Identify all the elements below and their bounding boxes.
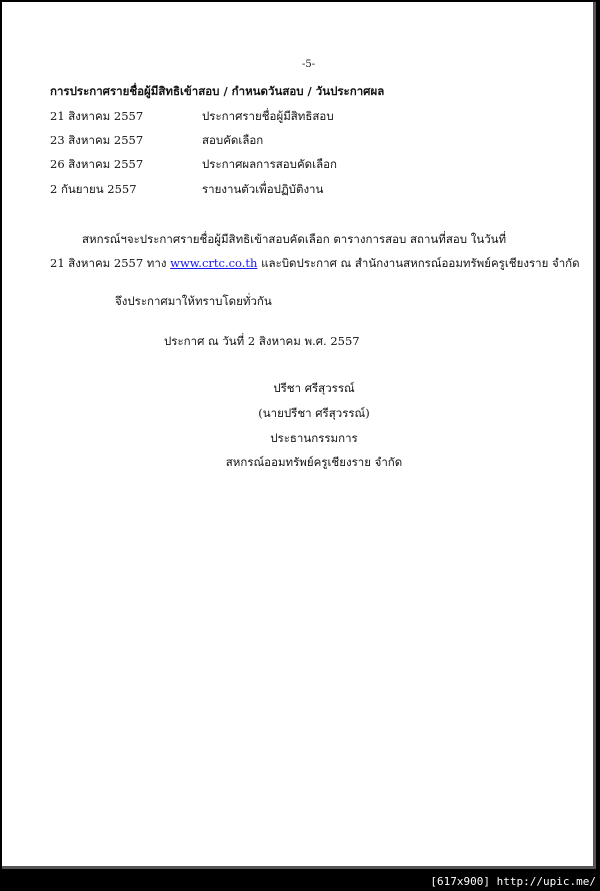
announcement-paragraph-line2 [50,255,580,273]
notice-text: จึงประกาศมาให้ทราบโดยทั่วกัน [115,294,272,308]
signature-position: ประธานกรรมการ [270,431,358,445]
announced-date: ประกาศ ณ วันที่ 2 สิงหาคม พ.ศ. 2557 [164,334,360,348]
page-number: -5- [302,59,316,70]
signature-organization: สหกรณ์ออมทรัพย์ครูเชียงราย จำกัด [225,455,403,469]
schedule-event: ประกาศผลการสอบคัดเลือก [202,157,337,171]
announcement-paragraph-line1: สหกรณ์ฯจะประกาศรายชื่อผู้มีสิทธิเข้าสอบคัดเลือก ตารางการสอบ สถานที่สอบ ในวันที่ [82,232,507,246]
schedule-event: รายงานตัวเพื่อปฏิบัติงาน [202,182,324,196]
schedule-date: 26 สิงหาคม 2557 [50,157,144,171]
document-page [2,2,596,869]
schedule-date: 23 สิงหาคม 2557 [50,133,144,147]
signature-full-name: (นายปรีชา ศรีสุวรรณ์) [258,406,370,420]
website-link[interactable]: www.crtc.co.th [170,256,258,270]
schedule-event: ประกาศรายชื่อผู้มีสิทธิสอบ [202,109,334,123]
paragraph2-end: และบิดประกาศ ณ สำนักงานสหกรณ์ออมทรัพย์ครูเชียงราย จำกัด [257,256,580,270]
paragraph2-start: 21 สิงหาคม 2557 ทาง [50,256,171,270]
schedule-date: 2 กันยายน 2557 [50,182,137,196]
section-heading: การประกาศรายชื่อผู้มีสิทธิเข้าสอบ / กำหนดวันสอบ / วันประกาศผล [50,84,385,98]
signature-name: ปรีชา ศรีสุวรรณ์ [273,381,355,395]
schedule-event: สอบคัดเลือก [202,133,264,147]
image-host-footer: [617x900] http://upic.me/ [430,875,596,888]
schedule-date: 21 สิงหาคม 2557 [50,109,144,123]
